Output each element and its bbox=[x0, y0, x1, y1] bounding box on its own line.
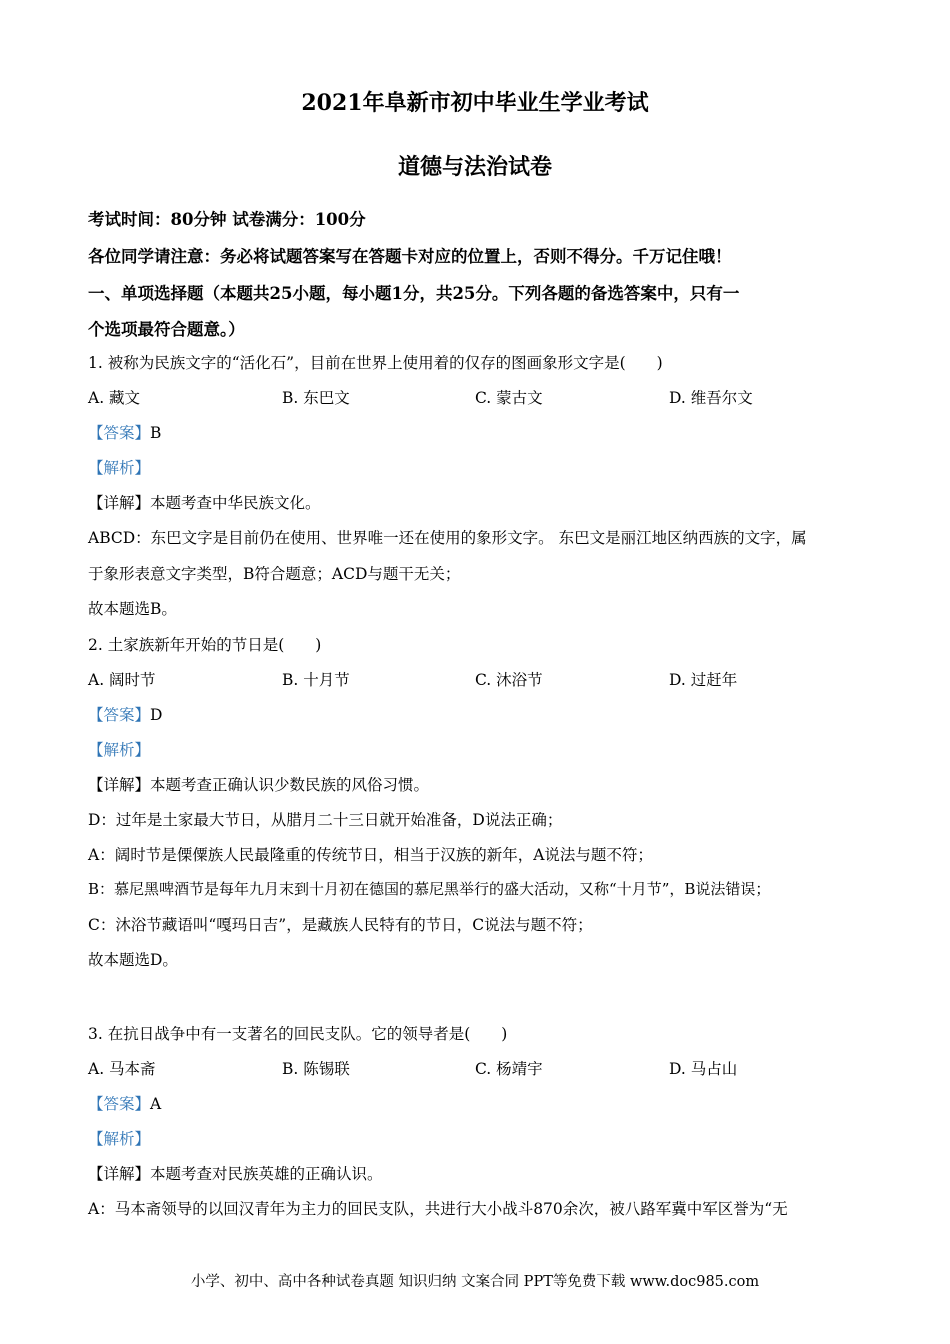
question-3-detail-line: A：马本斋领导的以回汉青年为主力的回民支队，共进行大小战斗870余次，被八路军冀中军区誉为“无 bbox=[88, 1200, 788, 1218]
question-1-answer bbox=[88, 421, 161, 443]
question-3-option-b: B. 陈锡联 bbox=[282, 1060, 350, 1078]
question-1-option-b: B. 东巴文 bbox=[282, 389, 350, 407]
answer-value: A bbox=[150, 1095, 162, 1113]
paper-subtitle: 道德与法治试卷 bbox=[397, 154, 552, 180]
question-1-option-c: C. 蒙古文 bbox=[475, 389, 543, 407]
answer-value: D bbox=[150, 706, 163, 724]
question-1-option-d: D. 维吾尔文 bbox=[669, 389, 753, 407]
section-heading-line1: 一、单项选择题（本题共25小题，每小题1分，共25分。下列各题的备选答案中，只有一 bbox=[88, 284, 740, 303]
question-2-detail-line: C：沐浴节藏语叫“嘎玛日吉”，是藏族人民特有的节日，C说法与题不符； bbox=[88, 916, 593, 934]
question-2-detail-line: 【详解】本题考查正确认识少数民族的风俗习惯。 bbox=[88, 776, 430, 794]
question-2-option-d: D. 过赶年 bbox=[669, 671, 738, 689]
question-1-option-a: A. 藏文 bbox=[88, 389, 141, 407]
question-2-option-b: B. 十月节 bbox=[282, 671, 350, 689]
question-3-analysis-tag: 【解析】 bbox=[88, 1130, 151, 1148]
question-1-detail-line: 故本题选B。 bbox=[88, 600, 177, 618]
question-1-analysis-tag: 【解析】 bbox=[88, 459, 151, 477]
answer-value: B bbox=[150, 424, 162, 442]
question-2-detail-line: B：慕尼黑啤酒节是每年九月末到十月初在德国的慕尼黑举行的盛大活动，又称“十月节”，B说法错误； bbox=[88, 880, 771, 898]
question-3-detail-line: 【详解】本题考查对民族英雄的正确认识。 bbox=[88, 1165, 383, 1183]
question-3-option-d: D. 马占山 bbox=[669, 1060, 738, 1078]
answer-tag: 【答案】 bbox=[88, 706, 151, 724]
section-heading-line2: 个选项最符合题意。） bbox=[88, 320, 245, 339]
question-3-option-a: A. 马本斋 bbox=[88, 1060, 156, 1078]
question-1-detail-line: 于象形表意文字类型，B符合题意；ACD与题干无关； bbox=[88, 565, 461, 583]
question-1-detail-line: 【详解】本题考查中华民族文化。 bbox=[88, 494, 321, 512]
exam-title: 2021年阜新市初中毕业生学业考试 bbox=[301, 90, 649, 116]
question-2-detail-line: 故本题选D。 bbox=[88, 951, 178, 969]
question-3-option-c: C. 杨靖宇 bbox=[475, 1060, 543, 1078]
question-3-answer bbox=[88, 1092, 161, 1114]
question-1-detail-line: ABCD：东巴文字是目前仍在使用、世界唯一还在使用的象形文字。 东巴文是丽江地区纳西族的文字，属 bbox=[88, 529, 807, 547]
question-3-stem: 3. 在抗日战争中有一支著名的回民支队。它的领导者是( ) bbox=[88, 1025, 508, 1043]
question-2-option-c: C. 沐浴节 bbox=[475, 671, 543, 689]
question-2-stem: 2. 土家族新年开始的节日是( ) bbox=[88, 636, 322, 654]
answer-tag: 【答案】 bbox=[88, 1095, 151, 1113]
question-2-detail-line: D：过年是土家最大节日，从腊月二十三日就开始准备，D说法正确； bbox=[88, 811, 563, 829]
exam-info: 考试时间：80分钟 试卷满分：100分 bbox=[88, 210, 366, 229]
question-2-detail-line: A：阔时节是傈僳族人民最隆重的传统节日，相当于汉族的新年，A说法与题不符； bbox=[88, 846, 653, 864]
question-2-option-a: A. 阔时节 bbox=[88, 671, 156, 689]
question-2-analysis-tag: 【解析】 bbox=[88, 741, 151, 759]
question-1-stem: 1. 被称为民族文字的“活化石”，目前在世界上使用着的仅存的图画象形文字是( ) bbox=[88, 354, 663, 372]
notice-line: 各位同学请注意：务必将试题答案写在答题卡对应的位置上，否则不得分。千万记住哦！ bbox=[88, 247, 732, 266]
page-footer: 小学、初中、高中各种试卷真题 知识归纳 文案合同 PPT等免费下载 www.doc985.com bbox=[190, 1274, 760, 1290]
question-2-answer bbox=[88, 703, 162, 725]
answer-tag: 【答案】 bbox=[88, 424, 151, 442]
